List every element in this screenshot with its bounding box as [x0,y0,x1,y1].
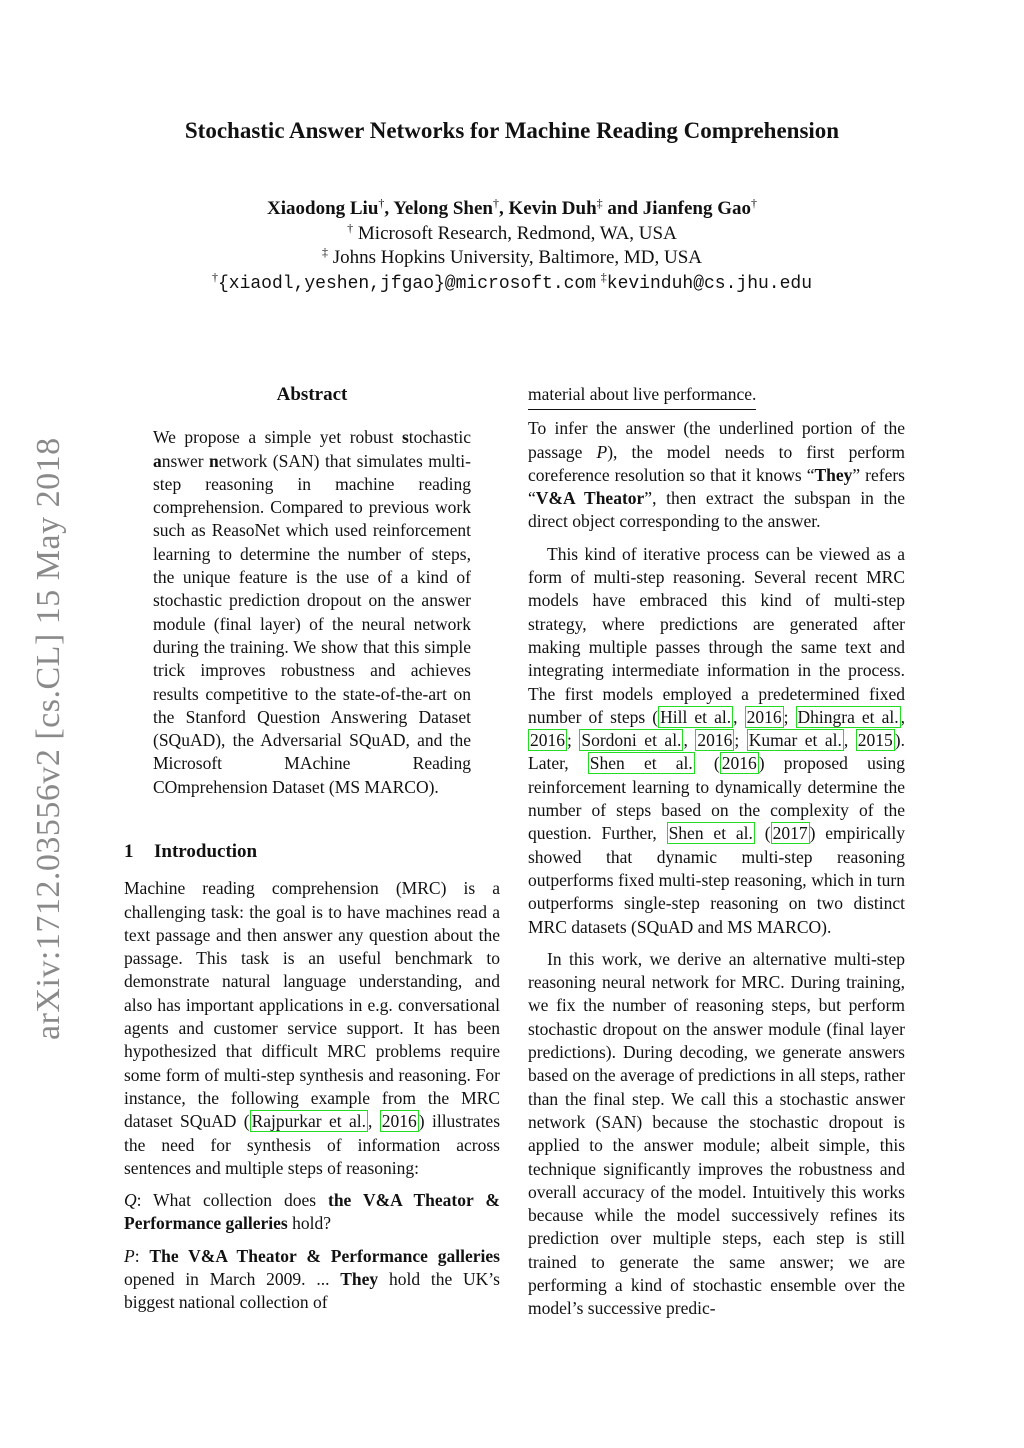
citation-link[interactable]: Sordoni et al. [581,730,682,751]
citation-link[interactable]: Rajpurkar et al. [251,1111,366,1132]
citation-year-link[interactable]: 2016 [697,730,733,751]
citation-link[interactable]: Kumar et al. [748,730,842,751]
abstract-section [153,383,471,799]
citation-year-link[interactable]: 2016 [746,706,782,727]
email-microsoft: {xiaodl,yeshen,jfgao}@microsoft.com [217,273,597,294]
author-1: Xiaodong Liu [267,198,379,219]
affiliation-1: † Microsoft Research, Redmond, WA, USA [347,220,677,244]
author-3: Kevin Duh [508,198,597,219]
email-jhu: kevinduh@cs.jhu.edu [606,273,813,294]
affiliation-2: ‡ Johns Hopkins University, Baltimore, MD, USA [321,245,703,268]
citation-year-link[interactable]: 2016 [530,730,565,751]
intro-paragraph-3: This kind of iterative process can be viewed as a form of multi-step reasoning. Several recent MRC models have embraced this kind of multi-step strategy, where predictions are generated after making multiple passes through the same text and integrating intermediate information in the process. The first models employed a predetermined fixed number of steps ( Hill et al. , 2016 ; Dhingra et al. , 2016 ; Sordoni et al. , 2016 ; Kumar et al. , 2015 ). Later, Shen et al. ( 2016 ) proposed using reinforcement learning to dynamically determine the number of steps based on the complexity of the question. Further, Shen et al. ( 2017 ) empirically showed that dynamic multi-step reasoning outperforms fixed multi-step reasoning, which in turn outperforms single-step reasoning on two distinct MRC datasets (SQuAD and MS MARCO). [528,543,905,937]
underlined-answer: material about live performance. [528,383,756,410]
citation-link[interactable]: Shen et al. [589,753,693,774]
abstract-body: We propose a simple yet robust stochastic answer network (SAN) that simulates multi-step reasoning in machine reading comprehension. Compared to previous work such as ReasoNet which used reinforcement learning to determine the number of steps, the unique feature is the use of a kind of stochastic prediction dropout on the answer module (final layer) of the neural network during the training. We show that this simple trick improves robustness and achieves results competitive to the state-of-the-art on the Stanford Question Answering Dataset (SQuAD), the Adversarial SQuAD, and the Microsoft MAchine Reading COmprehension Dataset (MS MARCO). [153,427,471,797]
citation-link[interactable]: Shen et al. [668,823,753,844]
abstract-heading: Abstract [276,384,348,405]
citation-link[interactable]: Hill et al. [660,706,732,727]
author-emails: †{xiaodl,yeshen,jfgao}@microsoft.com ‡kevinduh@cs.jhu.edu [211,269,813,294]
author-2: Yelong Shen [393,198,493,219]
right-column [528,383,905,1321]
citation-year-link[interactable]: 2015 [857,730,893,751]
example-passage: P: The V&A Theator & Performance galleries opened in March 2009. ... They hold the UK’s biggest national collection of [124,1245,500,1313]
author-block [0,197,1024,296]
intro-paragraph-2: To infer the answer (the underlined portion of the passage P), the model needs to first perform coreference resolution so that it knows “They” refers “V&A Theator”, then extract the subspan in the direct object corresponding to the answer. [528,418,905,532]
author-names: Xiaodong Liu†, Yelong Shen†, Kevin Duh‡ and Jianfeng Gao† [267,196,757,219]
introduction-section [124,840,500,1315]
arxiv-identifier: arXiv:1712.03556v2 [cs.CL] 15 May 2018 [30,437,67,1040]
citation-year-link[interactable]: 2017 [772,823,808,844]
author-4: Jianfeng Gao [642,198,751,219]
intro-paragraph-1: Machine reading comprehension (MRC) is a challenging task: the goal is to have machines read a text passage and then answer any question about the passage. This task is an useful benchmark to demonstrate natural language understanding, and also has important applications in e.g. conversational agents and customer service support. It has been hypothesized that difficult MRC problems require some form of multi-step synthesis and reasoning. For instance, the following example from the MRC dataset SQuAD ( Rajpurkar et al. , 2016 ) illustrates the need for synthesis of information across sentences and multiple steps of reasoning: [124,878,501,1178]
intro-paragraph-4: In this work, we derive an alternative multi-step reasoning neural network for MRC. During training, we fix the number of reasoning steps, but perform stochastic dropout on the answer module (final layer predictions). During decoding, we generate answers based on the average of predictions in all steps, rather than the final step. We call this a stochastic answer network (SAN) because the stochastic dropout is applied to the answer module; albeit simple, this technique significantly improves the robustness and overall accuracy of the model. Intuitively this works because while the model successively refines its prediction over multiple steps, each step is still trained to generate the same answer; we are performing a kind of stochastic ensemble over the model’s successive predic- [528,948,905,1319]
citation-year-link[interactable]: 2016 [721,753,757,774]
section-heading: 1 Introduction [124,841,258,862]
citation-year-link[interactable]: 2016 [381,1111,417,1132]
example-question: Q: What collection does the V&A Theator & Performance galleries hold? [124,1190,500,1234]
citation-link[interactable]: Dhingra et al. [797,706,899,727]
paper-title: Stochastic Answer Networks for Machine Reading Comprehension [184,118,840,143]
